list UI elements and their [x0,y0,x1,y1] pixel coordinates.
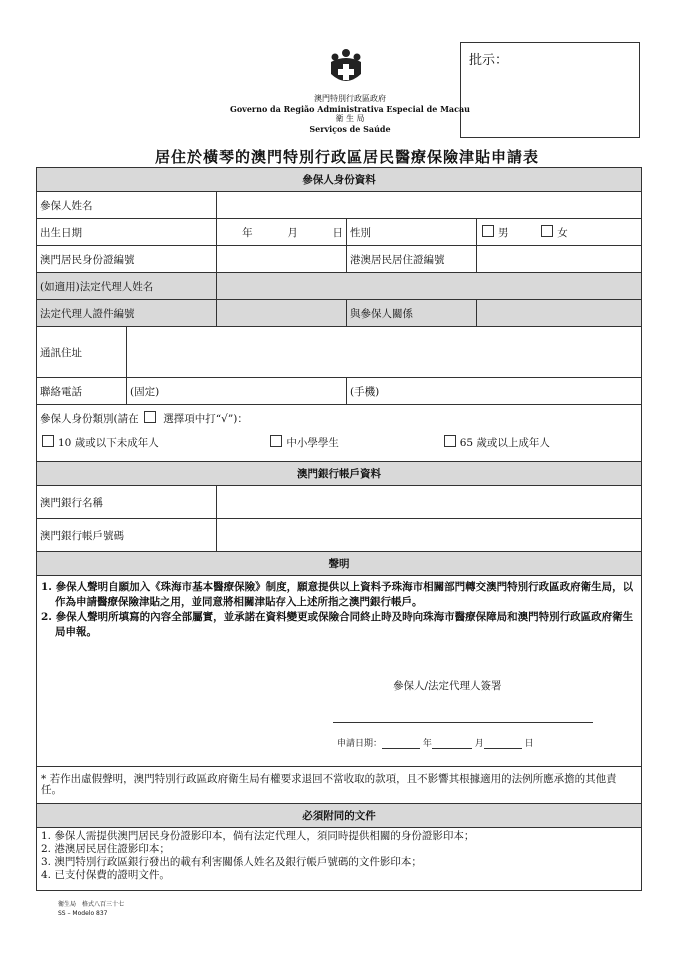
date-label: 申請日期： [337,739,383,749]
declaration-item-1: 1. 參保人聲明自願加入《珠海市基本醫療保險》制度，願意提供以上資料予珠海市相關部門轉交澳門特別行政區政府衛生局，以作為申請醫療保險津貼之用，並同意將相關津貼存入上述所指之澳門銀行帳戶。 [41,581,634,608]
health-bureau-logo-icon [328,48,364,88]
application-form [36,167,642,891]
relation-label: 與參保人關係 [347,300,477,327]
bank-account-field[interactable] [217,519,642,552]
macau-id-label: 澳門居民身份證編號 [37,246,217,273]
signature-line[interactable] [333,722,593,723]
date-day-field[interactable] [484,748,522,749]
date-month-field[interactable] [432,748,472,749]
phone-label: 聯絡電話 [37,378,127,405]
dob-label: 出生日期 [37,219,217,246]
form-title: 居住於橫琴的澳門特別行政區居民醫療保險津貼申請表 [154,148,539,166]
approval-label: 批示： [469,53,509,68]
cat-minor-label: 10 歲或以下未成年人 [58,437,159,449]
example-checkbox-icon [144,411,156,423]
minor-checkbox[interactable] [42,435,54,447]
date-year-label: 年 [422,739,432,749]
dob-year-label: 年 [242,226,253,239]
sex-label: 性別 [347,219,477,246]
address-label: 通訊住址 [37,327,127,378]
guardian-name-label: (如適用)法定代理人姓名 [37,273,217,300]
date-day-label: 日 [524,739,534,749]
category-prefix: 參保人身份類別(請在 [40,413,139,425]
documents-list [37,828,642,891]
insured-name-field[interactable] [217,192,642,219]
application-date [337,736,534,749]
dob-field[interactable] [217,219,347,246]
hk-mo-id-label: 港澳居民居住證編號 [347,246,477,273]
org-name-zh: 澳門特別行政區政府 [314,94,386,103]
form-code-pt: SS – Modelo 837 [58,910,108,917]
declaration-item-2: 2. 參保人聲明所填寫的內容全部屬實，並承諾在資料變更或保險合同終止時及時向珠海市醫療保障局和澳門特別行政區政府衛生局申報。 [41,611,634,638]
cat-elderly-label: 65 歲或以上成年人 [459,437,550,449]
date-year-field[interactable] [382,748,420,749]
address-field[interactable] [127,327,642,378]
dept-name-pt: Serviços de Saúde [309,124,391,134]
category-suffix: 選擇項中打“√”)： [163,413,248,425]
relation-field[interactable] [477,300,642,327]
org-name-pt: Governo da Região Administrativa Especial de Macau [230,104,470,114]
dob-month-label: 月 [287,226,298,239]
guardian-name-field[interactable] [217,273,642,300]
guardian-id-field[interactable] [217,300,347,327]
dept-name-zh: 衛 生 局 [335,114,365,123]
section-documents-header: 必須附同的文件 [37,804,642,828]
section-identity-header: 參保人身份資料 [37,168,642,192]
phone-mobile-label: (手機) [350,385,380,398]
male-label: 男 [498,226,509,239]
bank-name-field[interactable] [217,486,642,519]
sex-options [477,219,642,246]
cat-student-label: 中小學學生 [286,437,339,449]
student-checkbox[interactable] [270,435,282,447]
category-row [37,405,642,462]
document-item: 2. 港澳居民居住證影印本； [41,843,170,855]
elderly-checkbox[interactable] [444,435,456,447]
signature-label: 參保人/法定代理人簽署 [393,680,502,692]
bank-name-label: 澳門銀行名稱 [37,486,217,519]
section-bank-header: 澳門銀行帳戶資料 [37,462,642,486]
false-declaration-note: * 若作出虛假聲明，澳門特別行政區政府衛生局有權要求退回不當收取的款項，且不影響其根據適用的法例所應承擔的其他責任。 [37,767,642,804]
hk-mo-id-field[interactable] [477,246,642,273]
male-checkbox[interactable] [482,225,494,237]
form-code-zh: 衛生局 格式八百三十七 [58,901,125,908]
phone-fixed-label: (固定) [130,385,160,398]
section-declaration-header: 聲明 [37,552,642,576]
female-label: 女 [557,226,568,239]
form-code [58,900,124,918]
female-checkbox[interactable] [541,225,553,237]
document-item: 4. 已支付保費的證明文件。 [41,869,170,881]
phone-mobile-field[interactable] [347,378,642,405]
document-item: 1. 參保人需提供澳門居民身份證影印本，倘有法定代理人，須同時提供相關的身份證影印本； [41,830,475,842]
insured-name-label: 參保人姓名 [37,192,217,219]
date-month-label: 月 [474,739,484,749]
dob-day-label: 日 [332,226,343,239]
phone-fixed-field[interactable] [127,378,347,405]
bank-account-label: 澳門銀行帳戶號碼 [37,519,217,552]
guardian-id-label: 法定代理人證件編號 [37,300,217,327]
macau-id-field[interactable] [217,246,347,273]
document-item: 3. 澳門特別行政區銀行發出的載有利害關係人姓名及銀行帳戶號碼的文件影印本； [41,856,422,868]
declaration-body [37,576,642,767]
